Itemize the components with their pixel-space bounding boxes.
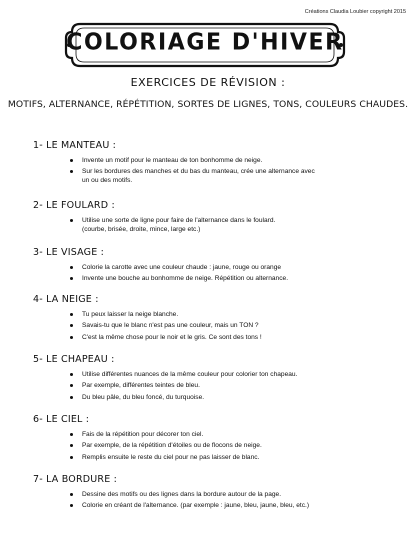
page-title: COLORIAGE D'HIVER xyxy=(66,29,344,56)
bullet-text: Tu peux laisser la neige blanche. xyxy=(82,311,179,318)
bullet-text: Savais-tu que le blanc n'est pas une couleur, mais un TON ? xyxy=(82,322,259,330)
bullet-text: Dessine des motifs ou des lignes dans la bordure autour de la page. xyxy=(82,491,282,498)
title-banner xyxy=(62,20,348,70)
bullet-text: Fais de la répétition pour décorer ton ciel. xyxy=(82,431,204,438)
bullet-list xyxy=(68,156,403,188)
topics-line: MOTIFS, ALTERNANCE, RÉPÉTITION, SORTES DE LIGNES, TONS, COULEURS CHAUDES. xyxy=(7,99,409,110)
bullet-item xyxy=(68,381,403,390)
bullet-list xyxy=(68,216,403,236)
bullet-text: Colorie en créant de l'alternance. (par exemple : jaune, bleu, jaune, bleu, etc.) xyxy=(82,502,310,510)
bullet-text: un ou des motifs. xyxy=(82,177,133,185)
section-title: 4- LA NEIGE : xyxy=(33,294,99,305)
bullet-text: Utilise une sorte de ligne pour faire de l'alternance dans le foulard. xyxy=(82,217,276,224)
bullet-text: Utilise différentes nuances de la même couleur pour colorier ton chapeau. xyxy=(82,371,298,378)
bullet-item xyxy=(68,216,403,234)
bullet-item xyxy=(68,156,403,165)
bullet-list xyxy=(68,430,403,464)
bullet-item xyxy=(68,393,403,402)
section-title: 1- LE MANTEAU : xyxy=(33,140,117,151)
copyright-text: Créations Claudia Loubier copyright 2015 xyxy=(304,9,406,15)
bullet-text: C'est la même chose pour le noir et le gris. Ce sont des tons ! xyxy=(82,333,262,341)
subtitle: EXERCICES DE RÉVISION : xyxy=(130,76,286,89)
bullet-item xyxy=(68,310,403,319)
bullet-list xyxy=(68,263,403,286)
bullet-text: Invente un motif pour le manteau de ton bonhomme de neige. xyxy=(82,157,263,164)
bullet-item xyxy=(68,263,403,272)
bullet-item xyxy=(68,501,403,510)
bullet-item xyxy=(68,430,403,439)
section-title: 6- LE CIEL : xyxy=(33,414,90,425)
bullet-item xyxy=(68,321,403,330)
bullet-text: Colorie la carotte avec une couleur chaude : jaune, rouge ou orange xyxy=(82,264,282,271)
section-title: 5- LE CHAPEAU : xyxy=(33,354,115,365)
bullet-list xyxy=(68,370,403,404)
bullet-item xyxy=(68,333,403,342)
bullet-item xyxy=(68,490,403,499)
bullet-item xyxy=(68,167,403,185)
bullet-text: Sur les bordures des manches et du bas du manteau, crée une alternance avec xyxy=(82,168,315,176)
bullet-list xyxy=(68,310,403,344)
section-title: 3- LE VISAGE : xyxy=(33,247,105,258)
bullet-text: Remplis ensuite le reste du ciel pour ne pas laisser de blanc. xyxy=(82,453,260,461)
section-title: 7- LA BORDURE : xyxy=(33,474,118,485)
bullet-text: Du bleu pâle, du bleu foncé, du turquoise. xyxy=(82,393,205,401)
bullet-item xyxy=(68,274,403,283)
bullet-item xyxy=(68,441,403,450)
bullet-list xyxy=(68,490,403,513)
bullet-item xyxy=(68,453,403,462)
bullet-text: Par exemple, différentes teintes de bleu. xyxy=(82,382,200,390)
bullet-text: (courbe, brisée, droite, mince, large etc.) xyxy=(82,226,201,233)
section-title: 2- LE FOULARD : xyxy=(33,200,115,211)
bullet-text: Par exemple, de la répétition d'étoiles ou de flocons de neige. xyxy=(82,442,262,450)
bullet-item xyxy=(68,370,403,379)
bullet-text: Invente une bouche au bonhomme de neige. Répétition ou alternance. xyxy=(82,275,289,283)
